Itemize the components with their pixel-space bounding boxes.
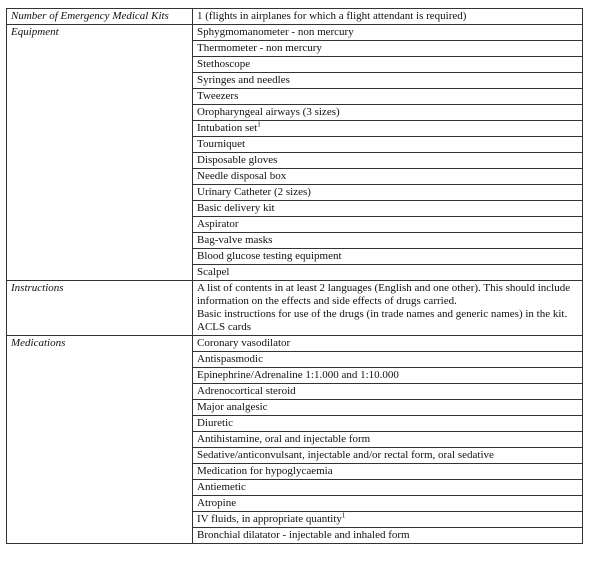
instructions-paragraph: A list of contents in at least 2 languages (English and one other). This should include information on the effects and side effects of drugs carried. — [197, 282, 571, 307]
instructions-text — [193, 281, 583, 336]
table-row — [7, 464, 583, 480]
label-cell-empty — [7, 105, 193, 121]
table-row — [7, 201, 583, 217]
table-body — [7, 9, 583, 544]
table-row — [7, 496, 583, 512]
equipment-label: Equipment — [7, 25, 193, 41]
iv-fluids-text: IV fluids, in appropriate quantity — [197, 513, 342, 525]
label-cell-empty — [7, 233, 193, 249]
table-row — [7, 480, 583, 496]
intubation-text: Intubation set — [197, 122, 258, 134]
equipment-item: Syringes and needles — [193, 73, 583, 89]
kits-value: 1 (flights in airplanes for which a flight attendant is required) — [193, 9, 583, 25]
table-row — [7, 384, 583, 400]
equipment-item: Urinary Catheter (2 sizes) — [193, 185, 583, 201]
table-row — [7, 249, 583, 265]
equipment-item: Aspirator — [193, 217, 583, 233]
medication-item: Sedative/anticonvulsant, injectable and/or rectal form, oral sedative — [193, 448, 583, 464]
table-row — [7, 352, 583, 368]
label-cell-empty — [7, 89, 193, 105]
table-row — [7, 57, 583, 73]
equipment-item: Needle disposal box — [193, 169, 583, 185]
emergency-medical-kit-table — [6, 8, 583, 544]
label-cell-empty — [7, 512, 193, 528]
table-row — [7, 89, 583, 105]
medication-item: Diuretic — [193, 416, 583, 432]
label-cell-empty — [7, 153, 193, 169]
table-row — [7, 265, 583, 281]
footnote-marker: 1 — [257, 120, 261, 129]
label-cell-empty — [7, 73, 193, 89]
medication-item: Medication for hypoglycaemia — [193, 464, 583, 480]
table-row — [7, 281, 583, 336]
label-cell-empty — [7, 480, 193, 496]
label-cell-empty — [7, 496, 193, 512]
table-row — [7, 217, 583, 233]
table-row — [7, 432, 583, 448]
table-row — [7, 153, 583, 169]
label-cell-empty — [7, 169, 193, 185]
table-row — [7, 368, 583, 384]
label-cell-empty — [7, 464, 193, 480]
equipment-item: Scalpel — [193, 265, 583, 281]
label-cell-empty — [7, 368, 193, 384]
table-row — [7, 400, 583, 416]
label-cell-empty — [7, 201, 193, 217]
label-cell-empty — [7, 137, 193, 153]
label-cell-empty — [7, 217, 193, 233]
label-cell-empty — [7, 41, 193, 57]
equipment-item: Tourniquet — [193, 137, 583, 153]
footnote-marker: 1 — [341, 511, 346, 520]
kits-label: Number of Emergency Medical Kits — [7, 9, 193, 25]
label-cell-empty — [7, 352, 193, 368]
equipment-item: Oropharyngeal airways (3 sizes) — [193, 105, 583, 121]
equipment-item: Sphygmomanometer - non mercury — [193, 25, 583, 41]
equipment-item: Thermometer - non mercury — [193, 41, 583, 57]
table-row — [7, 121, 583, 137]
label-cell-empty — [7, 448, 193, 464]
label-cell-empty — [7, 57, 193, 73]
equipment-item: Tweezers — [193, 89, 583, 105]
table-row — [7, 528, 583, 544]
medication-item: Major analgesic — [193, 400, 583, 416]
equipment-item: Stethoscope — [193, 57, 583, 73]
medication-item: Antihistamine, oral and injectable form — [193, 432, 583, 448]
table-row — [7, 137, 583, 153]
label-cell-empty — [7, 416, 193, 432]
medication-item: Coronary vasodilator — [193, 336, 583, 352]
table-row — [7, 25, 583, 41]
table-row — [7, 9, 583, 25]
label-cell-empty — [7, 432, 193, 448]
label-cell-empty — [7, 265, 193, 281]
medication-item: Bronchial dilatator - injectable and inhaled form — [193, 528, 583, 544]
table-row — [7, 448, 583, 464]
label-cell-empty — [7, 121, 193, 137]
medication-item: Epinephrine/Adrenaline 1:1.000 and 1:10.000 — [193, 368, 583, 384]
medications-label: Medications — [7, 336, 193, 352]
medication-item: Antispasmodic — [193, 352, 583, 368]
table-row — [7, 416, 583, 432]
table-row — [7, 233, 583, 249]
medication-item-iv-fluids — [193, 512, 583, 528]
table-row — [7, 169, 583, 185]
equipment-item-intubation — [193, 121, 583, 137]
equipment-item: Basic delivery kit — [193, 201, 583, 217]
table-row — [7, 336, 583, 352]
label-cell-empty — [7, 185, 193, 201]
equipment-item: Bag-valve masks — [193, 233, 583, 249]
label-cell-empty — [7, 400, 193, 416]
table-row — [7, 41, 583, 57]
equipment-item: Blood glucose testing equipment — [193, 249, 583, 265]
instructions-paragraph: Basic instructions for use of the drugs (in trade names and generic names) in the kit. ACLS cards — [197, 308, 568, 333]
instructions-label: Instructions — [7, 281, 193, 336]
table-row — [7, 512, 583, 528]
label-cell-empty — [7, 528, 193, 544]
table-row — [7, 105, 583, 121]
medication-item: Adrenocortical steroid — [193, 384, 583, 400]
equipment-item: Disposable gloves — [193, 153, 583, 169]
label-cell-empty — [7, 384, 193, 400]
table-row — [7, 185, 583, 201]
table-row — [7, 73, 583, 89]
label-cell-empty — [7, 249, 193, 265]
medication-item: Atropine — [193, 496, 583, 512]
medication-item: Antiemetic — [193, 480, 583, 496]
